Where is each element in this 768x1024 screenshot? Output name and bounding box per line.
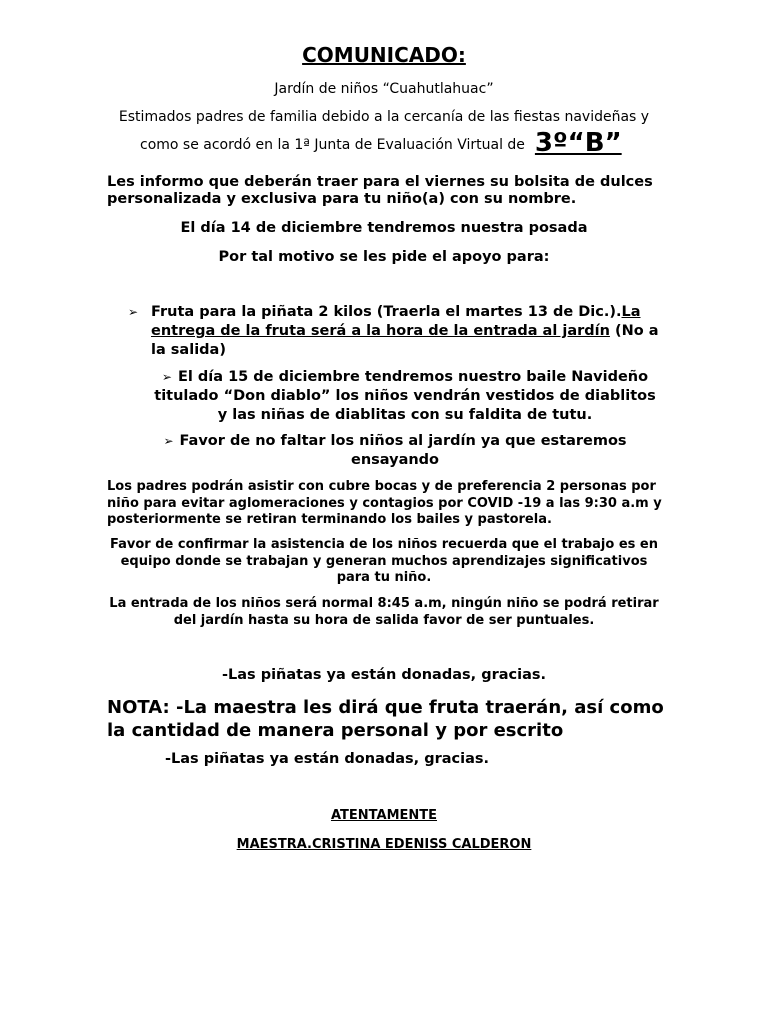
posada-line: El día 14 de diciembre tendremos nuestra posada	[180, 220, 588, 236]
intro-line-2	[140, 128, 622, 158]
fruta-main: Fruta para la piñata 2 kilos (Traerla el martes 13 de Dic.).	[151, 304, 622, 320]
arrow-bullet-icon: ➢	[163, 434, 174, 448]
bullet-baile	[150, 368, 660, 425]
intro-line-2-text: como se acordó en la 1ª Junta de Evaluación Virtual de	[140, 137, 525, 153]
nota-paragraph: NOTA: -La maestra les dirá que fruta traerán, así como la cantidad de manera personal y por escrito	[107, 697, 664, 741]
pinatas-line-1: -Las piñatas ya están donadas, gracias.	[221, 667, 546, 683]
padres-paragraph: Los padres podrán asistir con cubre bocas y de preferencia 2 personas por niño para evitar aglomeraciones y contagios por COVID -19 a las 9:30 a.m y posteriormente se retiran terminando los bailes y pastorela.	[107, 479, 662, 527]
dulces-paragraph: Les informo que deberán traer para el viernes su bolsita de dulces personalizada y exclusiva para tu niño(a) con su nombre.	[107, 174, 653, 207]
bullet-ensayo-text: Favor de no faltar los niños al jardín ya que estaremos ensayando	[179, 433, 627, 468]
confirmar-paragraph: Favor de confirmar la asistencia de los niños recuerda que el trabajo es en equipo donde se trabajan y generan muchos aprendizajes significativos para tu niño.	[109, 537, 658, 585]
signature-name: MAESTRA.CRISTINA EDENISS CALDERON	[236, 837, 532, 852]
pinatas-line-2: -Las piñatas ya están donadas, gracias.	[165, 751, 490, 767]
apoyo-line: Por tal motivo se les pide el apoyo para:	[218, 249, 550, 265]
school-name: Jardín de niños “Cuahutlahuac”	[274, 81, 494, 97]
page-title: COMUNICADO:	[302, 43, 466, 67]
entrada-paragraph: La entrada de los niños será normal 8:45 a.m, ningún niño se podrá retirar del jardín hasta su hora de salida favor de ser puntuales.	[109, 596, 659, 628]
closing-atentamente: ATENTAMENTE	[330, 808, 438, 823]
bullet-fruta	[128, 303, 668, 360]
grade-label: 3º“B”	[534, 128, 622, 158]
intro-line-1: Estimados padres de familia debido a la cercanía de las fiestas navideñas y	[118, 109, 650, 125]
fruta-underlined: La entrega de la fruta será a la hora de la entrada al jardín	[151, 304, 641, 339]
fruta-tail: (No a la salida)	[151, 323, 659, 358]
bullet-baile-text: El día 15 de diciembre tendremos nuestro baile Navideño titulado “Don diablo” los niños vendrán vestidos de diablitos y las niñas de diablitas con su faldita de tutu.	[154, 369, 656, 423]
bullet-fruta-text	[151, 303, 668, 360]
arrow-bullet-icon: ➢	[161, 370, 172, 384]
bullet-ensayo	[150, 432, 640, 470]
arrow-bullet-icon: ➢	[128, 305, 139, 319]
